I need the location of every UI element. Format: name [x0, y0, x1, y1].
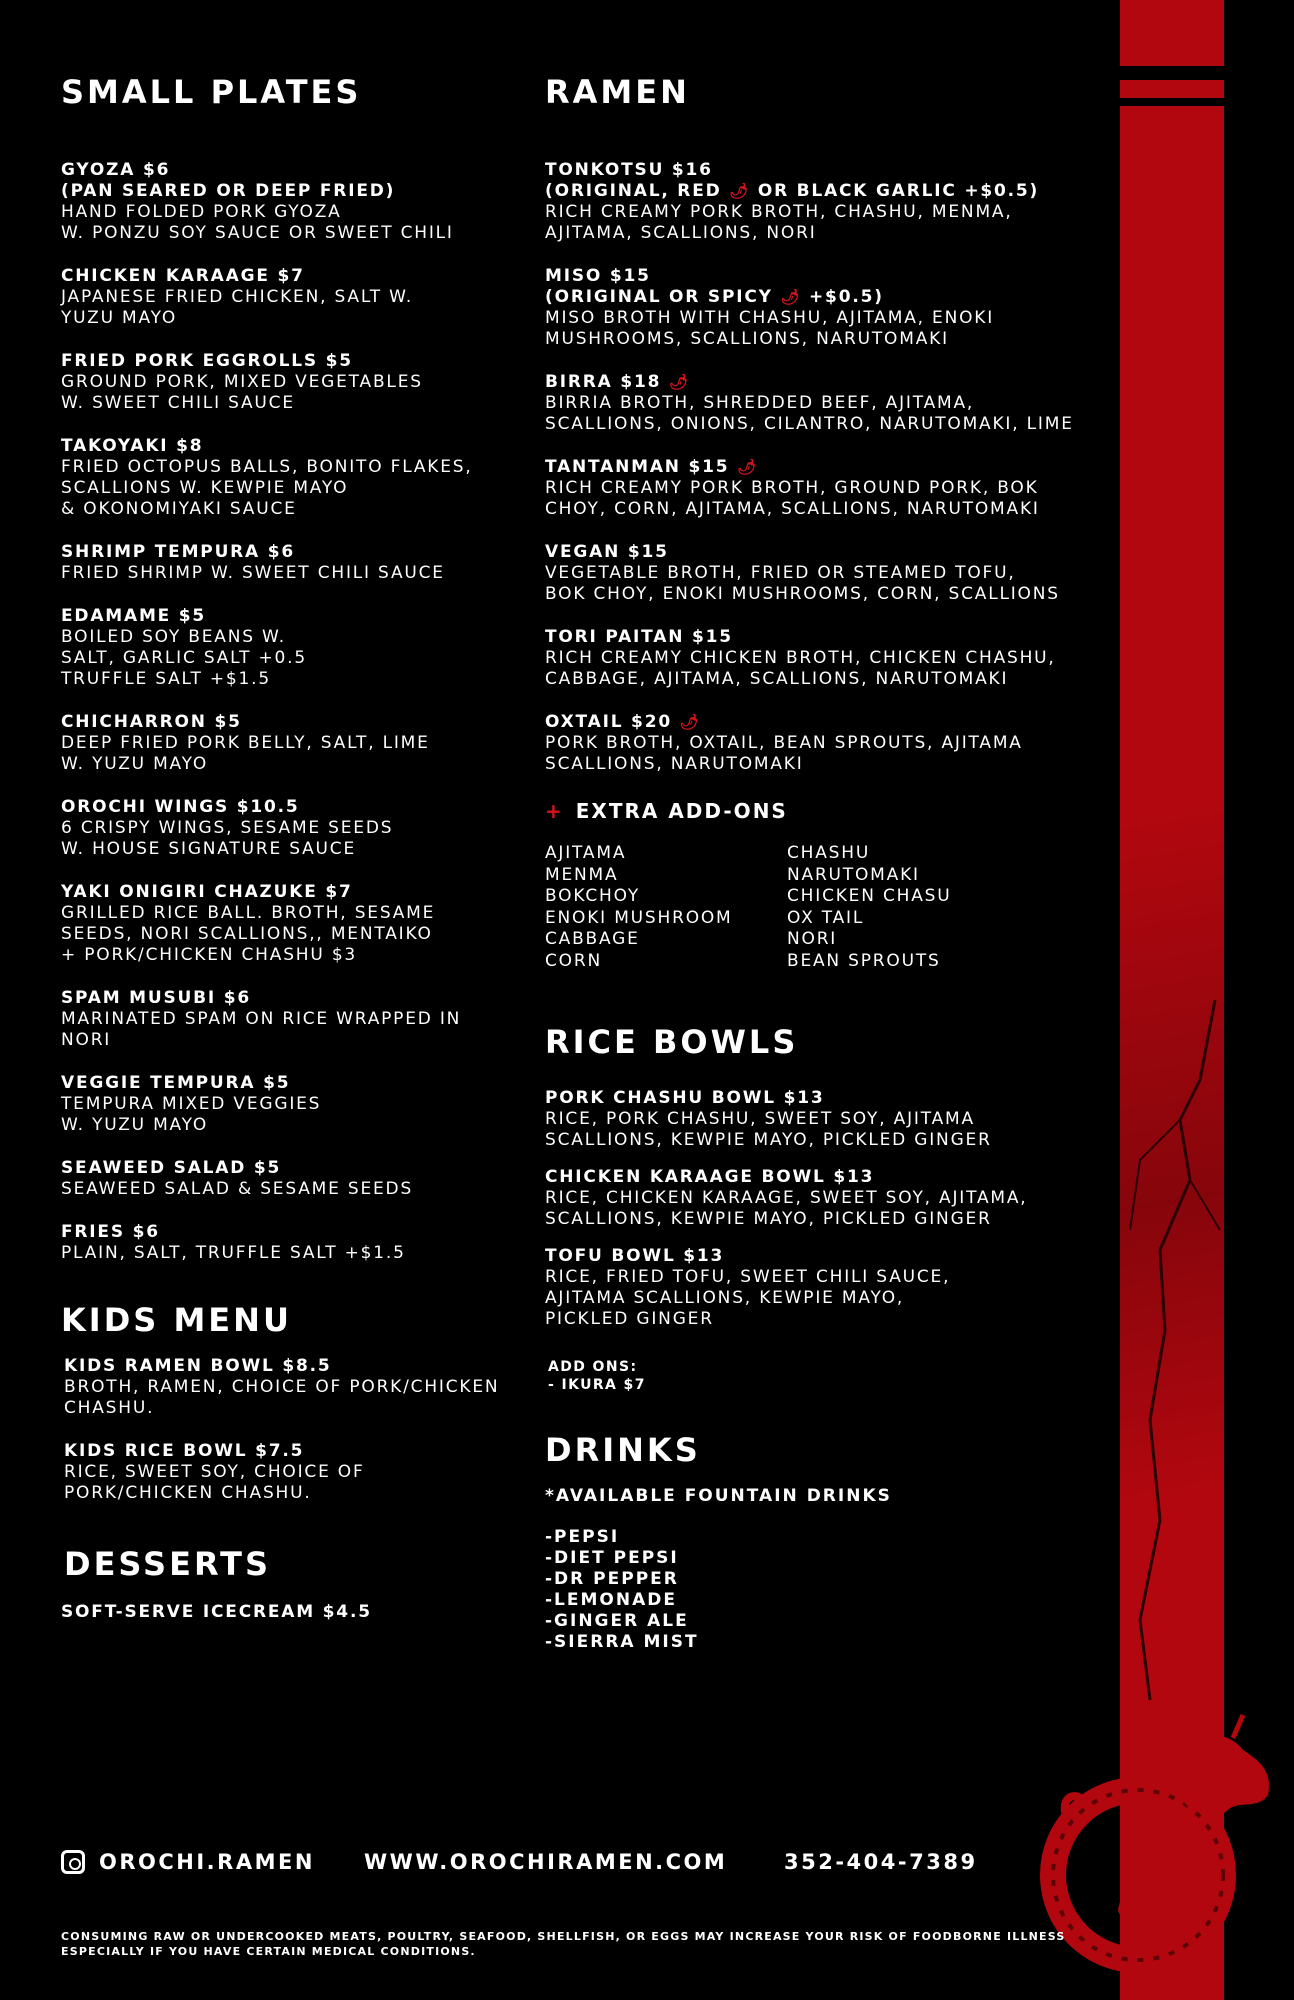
small-plates-list [61, 160, 521, 1264]
instagram-icon [61, 1850, 85, 1874]
rice-bowl-addons: ADD ONS: - IKURA $7 [548, 1359, 646, 1393]
small-plate-item [61, 797, 521, 860]
item-description: 6 CRISPY WINGS, SESAME SEEDS W. HOUSE SIGNATURE SAUCE [61, 818, 394, 859]
item-description: TEMPURA MIXED VEGGIES W. YUZU MAYO [61, 1094, 322, 1135]
item-name: CHICKEN KARAAGE BOWL $13 [545, 1167, 875, 1187]
small-plate-item [61, 606, 521, 690]
small-plate-item [61, 1073, 521, 1136]
item-description: FRIED OCTOPUS BALLS, BONITO FLAKES, SCALLIONS W. KEWPIE MAYO & OKONOMIYAKI SAUCE [61, 457, 473, 519]
extra-addons-heading: + EXTRA ADD-ONS [545, 799, 788, 823]
chili-pepper-icon: 🌶 [668, 373, 690, 391]
desserts-heading: DESSERTS [64, 1545, 272, 1583]
item-name: TOFU BOWL $13 [545, 1246, 725, 1266]
instagram-handle-link[interactable]: OROCHI.RAMEN [99, 1850, 315, 1874]
drinks-note: *AVAILABLE FOUNTAIN DRINKS [545, 1486, 892, 1506]
ramen-item-tantanman: TANTANMAN $15 🌶 RICH CREAMY PORK BROTH, GROUND PORK, BOK CHOY, CORN, AJITAMA, SCALLIONS, NARUTOMAKI [545, 457, 1040, 519]
plus-icon: + [545, 799, 564, 823]
item-name: FRIES $6 [61, 1222, 160, 1242]
addon-item: BEAN SPROUTS [787, 950, 941, 971]
rice-bowls-list [545, 1088, 1105, 1330]
chili-pepper-icon: 🌶 [679, 713, 701, 731]
rice-bowl-item [545, 1246, 1105, 1330]
small-plates-heading: SMALL PLATES [61, 73, 362, 111]
ramen-item-tori-paitan: TORI PAITAN $15 RICH CREAMY CHICKEN BROTH, CHICKEN CHASHU, CABBAGE, AJITAMA, SCALLIONS, NARUTOMAKI [545, 627, 1056, 689]
addon-item: NARUTOMAKI [787, 864, 920, 885]
item-name: GYOZA $6 (PAN SEARED OR DEEP FRIED) [61, 160, 396, 201]
item-description: JAPANESE FRIED CHICKEN, SALT W. YUZU MAYO [61, 287, 414, 328]
chili-pepper-icon: 🌶 [729, 182, 751, 200]
small-plate-item [61, 712, 521, 775]
item-description: RICE, SWEET SOY, CHOICE OF PORK/CHICKEN CHASHU. [64, 1462, 365, 1503]
item-name: FRIED PORK EGGROLLS $5 [61, 351, 353, 371]
item-name: OROCHI WINGS $10.5 [61, 797, 300, 817]
item-description: DEEP FRIED PORK BELLY, SALT, LIME W. YUZU MAYO [61, 733, 430, 774]
addon-item: CORN [545, 950, 602, 971]
chili-pepper-icon: 🌶 [737, 458, 758, 476]
drink-item: -DIET PEPSI [545, 1548, 679, 1568]
food-safety-disclaimer: CONSUMING RAW OR UNDERCOOKED MEATS, POULTRY, SEAFOOD, SHELLFISH, OR EGGS MAY INCREASE YOUR RISK OF FOODBORNE ILLNESS ESPECIALLY IF YOU HAVE CERTAIN MEDICAL CONDITIONS. [61, 1930, 1066, 1958]
addon-item: OX TAIL [787, 907, 865, 928]
left-column [61, 72, 521, 1623]
ramen-item-tonkotsu: TONKOTSU $16 (ORIGINAL, RED 🌶 OR BLACK GARLIC +$0.5) RICH CREAMY PORK BROTH, CHASHU, MENMA, AJITAMA, SCALLIONS, NORI [545, 160, 1040, 243]
ramen-item-birra: BIRRA $18 🌶 BIRRIA BROTH, SHREDDED BEEF, AJITAMA, SCALLIONS, ONIONS, CILANTRO, NARUTOMAKI, LIME [545, 372, 1074, 434]
addon-item: CHASHU [787, 843, 871, 863]
kids-menu-item [64, 1441, 521, 1504]
dessert-item: SOFT-SERVE ICECREAM $4.5 [61, 1602, 372, 1622]
item-name: SEAWEED SALAD $5 [61, 1158, 282, 1178]
small-plate-item [61, 1222, 521, 1264]
phone-link[interactable]: 352-404-7389 [784, 1850, 978, 1874]
rice-bowls-heading: RICE BOWLS [545, 1023, 799, 1061]
item-name: CHICHARRON $5 [61, 712, 242, 732]
drink-item: -DR PEPPER [545, 1569, 679, 1589]
ramen-heading: RAMEN [545, 73, 690, 111]
kids-menu-heading: KIDS MENU [61, 1301, 292, 1339]
item-description: GRILLED RICE BALL. BROTH, SESAME SEEDS, NORI SCALLIONS,, MENTAIKO + PORK/CHICKEN CHASHU $3 [61, 903, 436, 965]
item-name: SHRIMP TEMPURA $6 [61, 542, 295, 562]
drink-item: -LEMONADE [545, 1590, 677, 1610]
drinks-list [545, 1527, 1105, 1653]
kids-menu-item [64, 1356, 521, 1419]
chili-pepper-icon: 🌶 [780, 288, 802, 306]
drink-item: -SIERRA MIST [545, 1632, 699, 1652]
item-name: SPAM MUSUBI $6 [61, 988, 251, 1008]
addon-item: ENOKI MUSHROOM [545, 907, 733, 928]
item-name: EDAMAME $5 [61, 606, 207, 626]
addon-item: MENMA [545, 864, 619, 885]
item-description: PLAIN, SALT, TRUFFLE SALT +$1.5 [61, 1243, 406, 1263]
drinks-heading: DRINKS [545, 1431, 701, 1469]
item-description: HAND FOLDED PORK GYOZA W. PONZU SOY SAUCE OR SWEET CHILI [61, 202, 454, 243]
ramen-item-miso: MISO $15 (ORIGINAL OR SPICY 🌶 +$0.5) MISO BROTH WITH CHASHU, AJITAMA, ENOKI MUSHROOMS, SCALLIONS, NARUTOMAKI [545, 266, 995, 349]
small-plate-item [61, 988, 521, 1051]
item-name: VEGGIE TEMPURA $5 [61, 1073, 291, 1093]
middle-column [545, 72, 1105, 1653]
addon-item: AJITAMA [545, 843, 627, 863]
item-name: TAKOYAKI $8 [61, 436, 204, 456]
addon-item: CABBAGE [545, 929, 640, 949]
small-plate-item [61, 542, 521, 584]
rice-bowl-item [545, 1167, 1105, 1230]
small-plate-item [61, 1158, 521, 1200]
item-description: SEAWEED SALAD & SESAME SEEDS [61, 1179, 414, 1199]
kids-menu-list [61, 1356, 521, 1504]
ramen-item-vegan: VEGAN $15 VEGETABLE BROTH, FRIED OR STEAMED TOFU, BOK CHOY, ENOKI MUSHROOMS, CORN, SCALLIONS [545, 542, 1060, 604]
small-plate-item [61, 436, 521, 520]
extra-addons-grid [545, 843, 1105, 972]
addon-item: NORI [787, 929, 838, 949]
item-description: FRIED SHRIMP W. SWEET CHILI SAUCE [61, 563, 445, 583]
item-description: RICE, PORK CHASHU, SWEET SOY, AJITAMA SCALLIONS, KEWPIE MAYO, PICKLED GINGER [545, 1109, 992, 1150]
item-name: KIDS RAMEN BOWL $8.5 [64, 1356, 332, 1376]
small-plate-item [61, 882, 521, 966]
item-description: RICE, FRIED TOFU, SWEET CHILI SAUCE, AJITAMA SCALLIONS, KEWPIE MAYO, PICKLED GINGER [545, 1267, 951, 1329]
item-name: CHICKEN KARAAGE $7 [61, 266, 305, 286]
ramen-item-oxtail: OXTAIL $20 🌶 PORK BROTH, OXTAIL, BEAN SPROUTS, AJITAMA SCALLIONS, NARUTOMAKI [545, 712, 1023, 774]
small-plate-item [61, 351, 521, 414]
item-name: KIDS RICE BOWL $7.5 [64, 1441, 305, 1461]
website-link[interactable]: WWW.OROCHIRAMEN.COM [364, 1850, 728, 1874]
item-name: YAKI ONIGIRI CHAZUKE $7 [61, 882, 353, 902]
item-description: GROUND PORK, MIXED VEGETABLES W. SWEET CHILI SAUCE [61, 372, 423, 413]
drink-item: -PEPSI [545, 1527, 620, 1547]
addon-item: CHICKEN CHASU [787, 886, 952, 906]
item-description: BOILED SOY BEANS W. SALT, GARLIC SALT +0.5 TRUFFLE SALT +$1.5 [61, 627, 307, 689]
small-plate-item [61, 266, 521, 329]
item-description: RICE, CHICKEN KARAAGE, SWEET SOY, AJITAMA, SCALLIONS, KEWPIE MAYO, PICKLED GINGER [545, 1188, 1028, 1229]
item-name: PORK CHASHU BOWL $13 [545, 1088, 825, 1108]
rice-bowl-item [545, 1088, 1105, 1151]
item-description: MARINATED SPAM ON RICE WRAPPED IN NORI [61, 1009, 462, 1050]
addon-item: BOKCHOY [545, 886, 641, 906]
drink-item: -GINGER ALE [545, 1611, 689, 1631]
small-plate-item [61, 160, 521, 244]
footer-contact [61, 1850, 1011, 1874]
item-description: BROTH, RAMEN, CHOICE OF PORK/CHICKEN CHASHU. [64, 1377, 500, 1418]
